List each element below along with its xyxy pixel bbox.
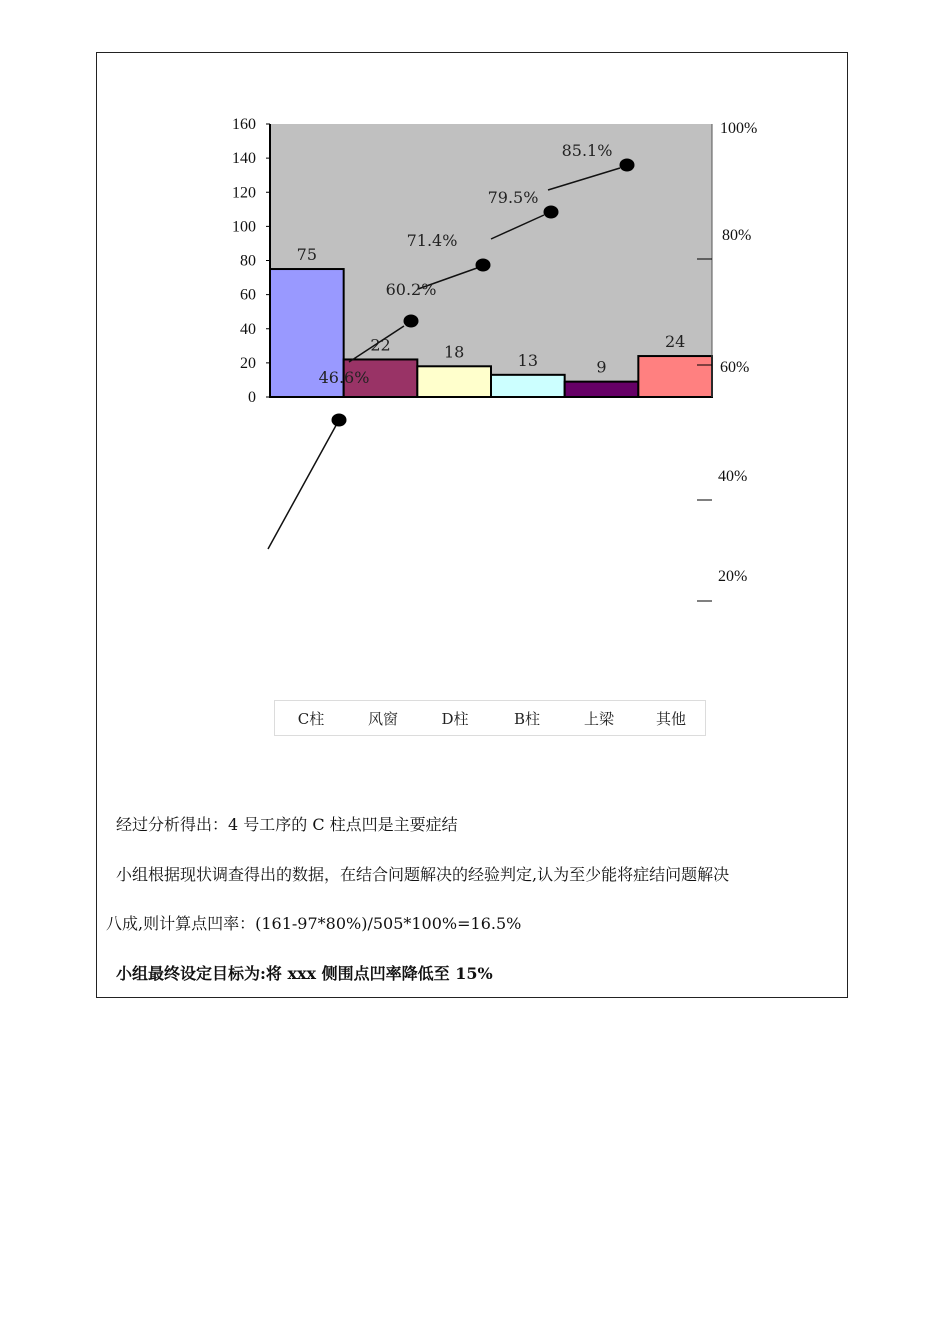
legend-item: 其他 [655,709,686,728]
legend-item: 上梁 [583,709,614,728]
bar-value-label: 13 [517,350,539,370]
y-tick-label: 60 [240,286,256,304]
chart-legend [274,700,706,736]
bar-value-label: 18 [443,342,465,362]
y-tick-label: 140 [232,150,256,168]
cumulative-percent-label: 60.2% [385,280,437,299]
y-tick-label: 160 [232,116,256,133]
bar-value-label: 75 [296,245,318,265]
cumulative-point [544,206,559,219]
bar-value-label: 24 [664,332,686,352]
cumulative-point [404,315,419,328]
cumulative-line-segment [268,420,339,549]
legend-item: D柱 [441,709,469,728]
y-tick-label: 80 [240,252,256,270]
target-statement: 小组最终设定目标为:将 xxx 侧围点凹率降低至 15% [116,964,493,983]
y-tick-label: 20 [240,354,256,372]
legend-item: 风窗 [367,709,398,728]
cumulative-percent-label: 85.1% [561,141,613,160]
cumulative-percent-label: 71.4% [406,231,458,250]
cumulative-point [476,259,491,272]
bar-5 [565,382,639,397]
cumulative-point [620,159,635,172]
y-tick-label: 40 [240,320,256,338]
y-tick-label: 0 [248,389,256,406]
legend-item: C柱 [297,709,325,728]
bar-value-label: 9 [596,357,607,377]
y2-tick-label: 100% [720,120,758,137]
cumulative-percent-label: 79.5% [487,188,539,207]
bar-value-label: 22 [370,335,391,355]
y2-tick-label: 20% [718,568,748,585]
y-tick-label: 100 [232,218,256,236]
analysis-paragraph-line-2: 八成,则计算点凹率：(161-97*80%)/505*100%=16.5% [106,914,522,933]
bar-6 [638,356,712,397]
cumulative-point [332,414,347,427]
y2-tick-label: 80% [722,227,752,244]
legend-item: B柱 [513,709,541,728]
y-tick-label: 120 [232,184,256,202]
analysis-paragraph-line-1: 小组根据现状调查得出的数据，在结合问题解决的经验判定,认为至少能将症结问题解决 [116,865,730,884]
analysis-conclusion: 经过分析得出：4 号工序的 C 柱点凹是主要症结 [116,815,458,834]
cumulative-percent-label: 46.6% [318,368,370,387]
bar-4 [491,375,565,397]
y2-tick-label: 60% [720,359,750,376]
bar-3 [417,366,491,397]
y2-tick-label: 40% [718,468,748,485]
